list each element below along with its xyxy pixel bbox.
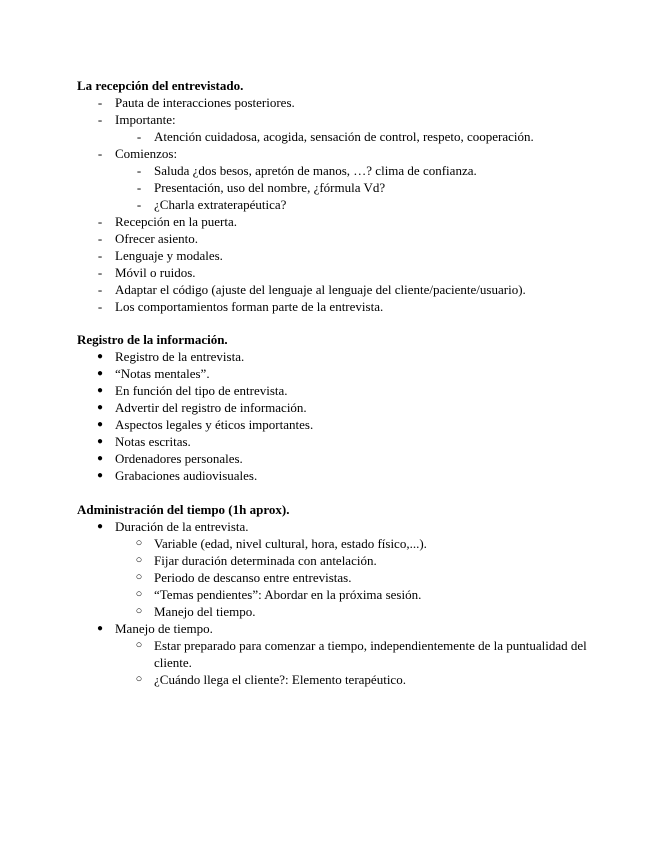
bullet-marker: ● [96, 402, 104, 413]
dash-marker: - [97, 112, 103, 127]
list-item [77, 569, 597, 586]
circle-marker: ○ [135, 537, 143, 549]
dash-marker: - [97, 282, 103, 297]
dash-marker: - [97, 248, 103, 263]
list-item [77, 416, 597, 433]
list-item-text: Estar preparado para comenzar a tiempo, independientemente de la puntualidad del cliente. [154, 638, 587, 670]
list-item-text: Grabaciones audiovisuales. [115, 468, 258, 483]
list-item-text: Ordenadores personales. [115, 451, 243, 466]
list-item [77, 637, 597, 671]
list-item [77, 552, 597, 569]
list-item-text: Comienzos: [115, 146, 178, 161]
list-item-text: ¿Cuándo llega el cliente?: Elemento terapéutico. [154, 672, 406, 687]
circle-marker: ○ [135, 639, 143, 651]
dash-marker: - [97, 231, 103, 246]
list-item [77, 620, 597, 637]
list-item-text: Móvil o ruidos. [115, 265, 196, 280]
bullet-marker: ● [96, 419, 104, 430]
list-item-text: Pauta de interacciones posteriores. [115, 95, 295, 110]
list-item [77, 603, 597, 620]
circle-marker: ○ [135, 605, 143, 617]
section-heading: Administración del tiempo (1h aprox). [77, 502, 290, 517]
list-item-text: Lenguaje y modales. [115, 248, 223, 263]
section-recepcion [77, 77, 597, 315]
list-item [77, 365, 597, 382]
list-item-text: Registro de la entrevista. [115, 349, 245, 364]
list-item-text: Periodo de descanso entre entrevistas. [154, 570, 352, 585]
list-item-text: Presentación, uso del nombre, ¿fórmula Vd? [154, 180, 386, 195]
bullet-list [77, 94, 597, 315]
bullet-marker: ● [96, 453, 104, 464]
bullet-list [77, 348, 597, 484]
list-item [77, 399, 597, 416]
list-item [77, 213, 597, 230]
circle-marker: ○ [135, 588, 143, 600]
list-item-text: “Notas mentales”. [115, 366, 210, 381]
list-item-text: Saluda ¿dos besos, apretón de manos, …? clima de confianza. [154, 163, 477, 178]
list-item-text: Adaptar el código (ajuste del lenguaje al lenguaje del cliente/paciente/usuario). [115, 282, 526, 297]
dash-marker: - [136, 180, 142, 195]
circle-marker: ○ [135, 673, 143, 685]
section-heading: Registro de la información. [77, 332, 228, 347]
list-item [77, 450, 597, 467]
list-item [77, 145, 597, 162]
dash-marker: - [97, 265, 103, 280]
bullet-marker: ● [96, 385, 104, 396]
list-item [77, 264, 597, 281]
bullet-list [77, 518, 597, 688]
list-item-text: Variable (edad, nivel cultural, hora, estado físico,...). [154, 536, 427, 551]
list-item [77, 196, 597, 213]
dash-marker: - [97, 299, 103, 314]
list-item [77, 162, 597, 179]
bullet-marker: ● [96, 623, 104, 634]
dash-marker: - [136, 163, 142, 178]
list-item-text: Importante: [115, 112, 176, 127]
dash-marker: - [136, 129, 142, 144]
list-item-text: Recepción en la puerta. [115, 214, 237, 229]
list-item [77, 247, 597, 264]
dash-marker: - [97, 214, 103, 229]
list-item [77, 230, 597, 247]
list-item [77, 94, 597, 111]
list-item [77, 128, 597, 145]
list-item [77, 348, 597, 365]
section-heading: La recepción del entrevistado. [77, 78, 244, 93]
list-item-text: Duración de la entrevista. [115, 519, 249, 534]
list-item-text: “Temas pendientes”: Abordar en la próxima sesión. [154, 587, 422, 602]
list-item [77, 281, 597, 298]
list-item [77, 535, 597, 552]
list-item-text: En función del tipo de entrevista. [115, 383, 288, 398]
list-item-text: Advertir del registro de información. [115, 400, 307, 415]
circle-marker: ○ [135, 554, 143, 566]
list-item-text: Los comportamientos forman parte de la entrevista. [115, 299, 384, 314]
bullet-marker: ● [96, 351, 104, 362]
list-item [77, 467, 597, 484]
bullet-marker: ● [96, 436, 104, 447]
list-item [77, 671, 597, 688]
list-item-text: Ofrecer asiento. [115, 231, 199, 246]
list-item-text: Fijar duración determinada con antelación. [154, 553, 377, 568]
list-item-text: Atención cuidadosa, acogida, sensación de control, respeto, cooperación. [154, 129, 534, 144]
list-item-text: Aspectos legales y éticos importantes. [115, 417, 314, 432]
circle-marker: ○ [135, 571, 143, 583]
list-item [77, 433, 597, 450]
dash-marker: - [97, 146, 103, 161]
list-item [77, 586, 597, 603]
list-item-text: Notas escritas. [115, 434, 191, 449]
list-item-text: ¿Charla extraterapéutica? [154, 197, 287, 212]
list-item [77, 518, 597, 535]
dash-marker: - [136, 197, 142, 212]
section-registro [77, 331, 597, 484]
section-administracion [77, 501, 597, 688]
dash-marker: - [97, 95, 103, 110]
list-item [77, 179, 597, 196]
list-item [77, 111, 597, 128]
bullet-marker: ● [96, 368, 104, 379]
bullet-marker: ● [96, 470, 104, 481]
list-item-text: Manejo de tiempo. [115, 621, 213, 636]
list-item [77, 382, 597, 399]
list-item [77, 298, 597, 315]
bullet-marker: ● [96, 521, 104, 532]
list-item-text: Manejo del tiempo. [154, 604, 256, 619]
